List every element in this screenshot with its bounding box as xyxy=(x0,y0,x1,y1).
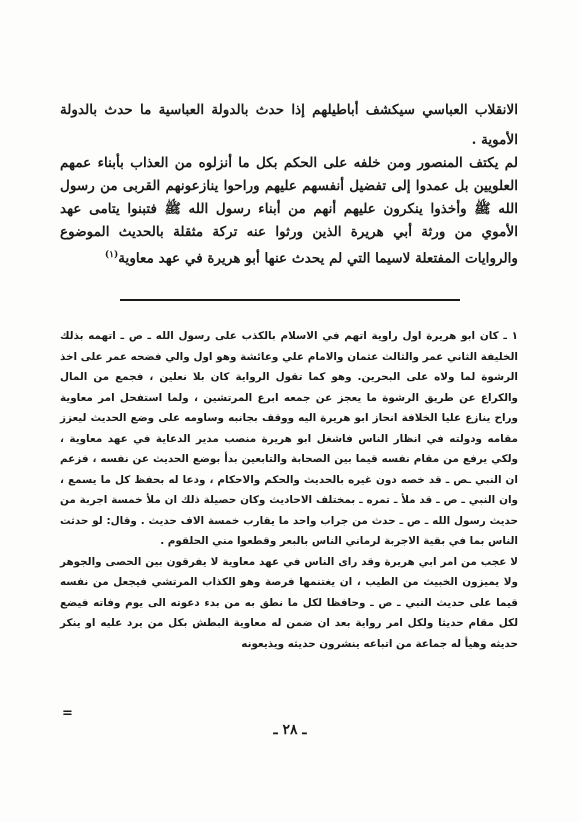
footnote-reference[interactable]: (١) xyxy=(104,250,119,260)
footnote-paragraph: ١ ـ كان ابو هريرة اول راوية اتهم في الاسلام بالكذب على رسول الله ـ ص ـ اتهمه بذلك الخليفة الثاني عمر والثالث عثمان والامام علي وعائشة وهو اول والي فضحه عمر على اخذ الرشوة لما ولاه على البحرين. وهو كما تقول الرواية كان بلا نعلين ، فجمع من المال والكراع عن طريق الرشوة ما يعجز عن جمعه ابرع المرتشين ، ولما استفحل امر معاوية وراح ينازع عليا الخلافة انحاز ابو هريرة اليه ووقف بجانبه وساومه على وضع الحديث ليعزز مقامه ودولته في انظار الناس فاشغل ابو هريرة منصب مدير الدعاية في عهد معاوية ، ولكي يرفع من مقام نفسه قيما بين الصحابة والتابعين بدأ بوضع الحديث عن نفسه ، فزعم ان النبي ـص ـ قد خصه دون غيره بالحديث والحكم والاحكام ، ودعا له بحفظ كل ما يسمع ، وان النبي ـ ص ـ قد ملأ ـ تمره ـ بمختلف الاحاديث وكان حصيلة ذلك ان ملأ خمسة اجربة من حديث رسول الله ـ ص ـ حدث من جراب واحد ما يقارب خمسة الاف حديث . وقال: لو حدثت الناس بما في بقية الاجربة لرماني الناس بالبعر وقطعوا مني الحلقوم . xyxy=(60,330,518,547)
footnote-continuation-mark: = xyxy=(62,706,73,721)
main-paragraph-2 xyxy=(60,152,518,271)
page-number: ـ ٢٨ ـ xyxy=(273,722,307,738)
paragraph-text-with-footnote xyxy=(60,152,518,271)
footnote-separator xyxy=(120,299,460,301)
footnote-paragraph: لا عجب من امر ابي هريرة وقد راى الناس في عهد معاوية لا يفرقون بين الحصى والجوهر ولا يميزون الخبيث من الطيب ، ان يغتنمها فرصة وهو الكذاب المرتشي فيجعل من نفسه قيما على حديث النبي ـ ص ـ وحافظا لكل ما نطق به من بدء دعوته الى يوم وفاته فيضع لكل مقام حديثا ولكل امر رواية بعد ان ضمن له معاوية البطش بكل من يرد عليه او ينكر حديثه وهيأ له جماعة من اتباعه ينشرون حديثه ويذيعونه xyxy=(60,555,518,650)
main-paragraph-1 xyxy=(60,95,518,155)
paragraph-text: لم يكتف المنصور ومن خلفه على الحكم بكل ما أنزلوه من العذاب بأبناء عمهم العلويين بل عمدوا إلى تفضيل أنفسهم عليهم وراحوا ينازعونهم القربى من رسول الله ﷺ وأخذوا ينكرون عليهم أنهم من أبناء رسول الله ﷺ فتبنوا يتامى عهد الأموي من ورثة أبي هريرة الذين ورثوا عنه تركة مثقلة بالحديث الموضوع والروايات المفتعلة لاسيما التي لم يحدث عنها أبو هريرة في عهد معاوية xyxy=(60,155,518,267)
paragraph-text: الانقلاب العباسي سيكشف أباطيلهم إذا حدث بالدولة العباسية ما حدث بالدولة الأموية . xyxy=(60,102,518,148)
footnotes-section xyxy=(60,326,518,654)
